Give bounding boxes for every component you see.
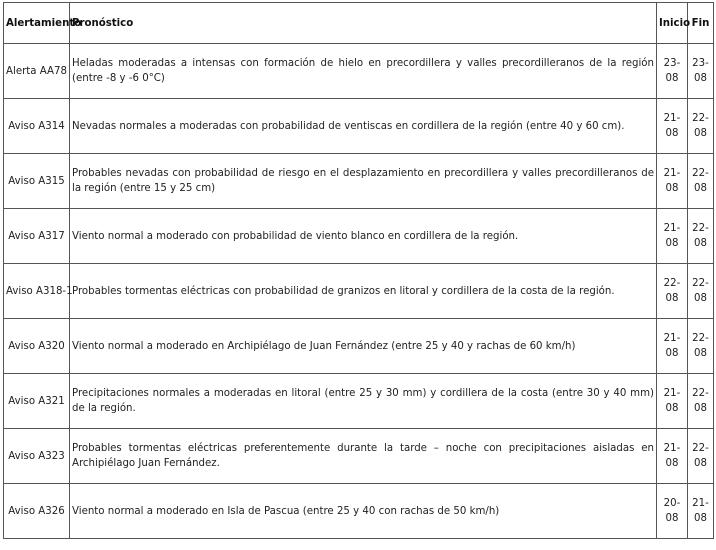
inicio-month: 08 [665, 183, 679, 194]
fin-date-cell [688, 319, 714, 374]
table-row [4, 44, 714, 99]
header-inicio: Inicio [657, 3, 688, 44]
fin-day: 22- [692, 113, 709, 124]
alert-id-cell: Aviso A314 [4, 99, 70, 154]
forecast-cell: Viento normal a moderado en Archipiélago de Juan Fernández (entre 25 y 40 y rachas de 60 km/h) [70, 319, 657, 374]
inicio-date-cell [657, 99, 688, 154]
fin-date-cell [688, 154, 714, 209]
forecast-cell: Probables tormentas eléctricas preferentemente durante la tarde – noche con precipitaciones aisladas en Archipiélago Juan Fernández. [70, 429, 657, 484]
inicio-day: 21- [663, 223, 681, 234]
table-row [4, 154, 714, 209]
inicio-day: 21- [663, 388, 681, 399]
header-pronostico: Pronóstico [70, 3, 657, 44]
fin-day: 23- [692, 58, 709, 69]
fin-date-cell [688, 429, 714, 484]
alert-id-cell: Aviso A318-1 [4, 264, 70, 319]
forecast-cell: Precipitaciones normales a moderadas en litoral (entre 25 y 30 mm) y cordillera de la costa (entre 30 y 40 mm) de la región. [70, 374, 657, 429]
alert-id-cell: Aviso A315 [4, 154, 70, 209]
inicio-date-cell [657, 429, 688, 484]
inicio-date-cell [657, 319, 688, 374]
alert-id-cell: Alerta AA78 [4, 44, 70, 99]
fin-date-cell [688, 374, 714, 429]
forecast-cell: Viento normal a moderado con probabilidad de viento blanco en cordillera de la región. [70, 209, 657, 264]
table-row [4, 99, 714, 154]
fin-day: 22- [692, 278, 709, 289]
inicio-day: 20- [663, 498, 681, 509]
fin-day: 22- [692, 223, 709, 234]
header-alertamiento: Alertamiento [4, 3, 70, 44]
inicio-month: 08 [665, 128, 679, 139]
inicio-day: 21- [663, 443, 681, 454]
table-body [4, 44, 714, 539]
fin-day: 21- [692, 498, 709, 509]
forecast-cell: Probables nevadas con probabilidad de riesgo en el desplazamiento en precordillera y valles precordilleranos de la región (entre 15 y 25 cm) [70, 154, 657, 209]
inicio-month: 08 [665, 513, 679, 524]
fin-date-cell [688, 44, 714, 99]
table-row [4, 374, 714, 429]
fin-day: 22- [692, 443, 709, 454]
alerts-table [3, 2, 714, 539]
table-row [4, 484, 714, 539]
fin-day: 22- [692, 168, 709, 179]
fin-month: 08 [694, 348, 707, 359]
table-row [4, 429, 714, 484]
fin-date-cell [688, 264, 714, 319]
alert-id-cell: Aviso A317 [4, 209, 70, 264]
table-header [4, 3, 714, 44]
table-row [4, 319, 714, 374]
forecast-cell: Probables tormentas eléctricas con probabilidad de granizos en litoral y cordillera de la costa de la región. [70, 264, 657, 319]
inicio-date-cell [657, 484, 688, 539]
inicio-month: 08 [665, 238, 679, 249]
inicio-date-cell [657, 264, 688, 319]
forecast-cell: Heladas moderadas a intensas con formación de hielo en precordillera y valles precordilleranos de la región (entre -8 y -6 0°C) [70, 44, 657, 99]
inicio-day: 23- [663, 58, 681, 69]
forecast-cell: Nevadas normales a moderadas con probabilidad de ventiscas en cordillera de la región (entre 40 y 60 cm). [70, 99, 657, 154]
inicio-day: 21- [663, 113, 681, 124]
fin-month: 08 [694, 183, 707, 194]
fin-date-cell [688, 209, 714, 264]
table-row [4, 209, 714, 264]
fin-month: 08 [694, 293, 707, 304]
alert-id-cell: Aviso A321 [4, 374, 70, 429]
fin-month: 08 [694, 513, 707, 524]
header-fin: Fin [688, 3, 714, 44]
fin-month: 08 [694, 73, 707, 84]
header-row [4, 3, 714, 44]
inicio-month: 08 [665, 403, 679, 414]
inicio-day: 21- [663, 168, 681, 179]
fin-month: 08 [694, 403, 707, 414]
fin-month: 08 [694, 238, 707, 249]
inicio-day: 21- [663, 333, 681, 344]
inicio-month: 08 [665, 293, 679, 304]
inicio-date-cell [657, 44, 688, 99]
fin-day: 22- [692, 388, 709, 399]
inicio-month: 08 [665, 348, 679, 359]
inicio-date-cell [657, 209, 688, 264]
fin-date-cell [688, 99, 714, 154]
fin-date-cell [688, 484, 714, 539]
inicio-day: 22- [663, 278, 681, 289]
alert-id-cell: Aviso A323 [4, 429, 70, 484]
inicio-month: 08 [665, 73, 679, 84]
fin-month: 08 [694, 128, 707, 139]
inicio-month: 08 [665, 458, 679, 469]
forecast-cell: Viento normal a moderado en Isla de Pascua (entre 25 y 40 con rachas de 50 km/h) [70, 484, 657, 539]
fin-day: 22- [692, 333, 709, 344]
inicio-date-cell [657, 374, 688, 429]
fin-month: 08 [694, 458, 707, 469]
alert-id-cell: Aviso A326 [4, 484, 70, 539]
inicio-date-cell [657, 154, 688, 209]
alert-id-cell: Aviso A320 [4, 319, 70, 374]
table-row [4, 264, 714, 319]
